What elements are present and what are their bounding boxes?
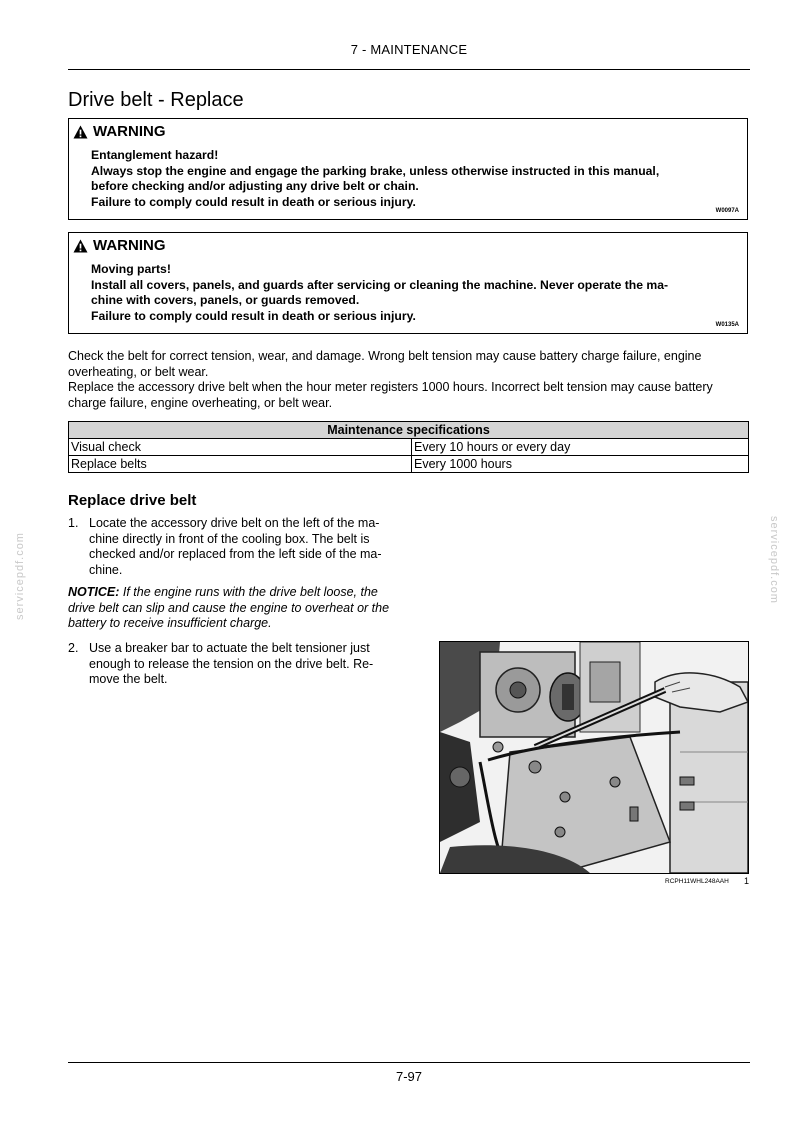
warning-line: Entanglement hazard! — [91, 148, 219, 162]
warning-line: Failure to comply could result in death or serious injury. — [91, 194, 416, 209]
warning-line: before checking and/or adjusting any drive belt or chain. — [91, 179, 419, 193]
warning-heading — [73, 237, 166, 254]
table-row — [69, 439, 749, 456]
step-text — [89, 516, 410, 578]
warning-code: W0097A — [715, 208, 739, 214]
warning-box-entanglement — [68, 118, 748, 220]
watermark-right: servicepdf.com — [768, 516, 780, 604]
watermark-left: servicepdf.com — [14, 532, 26, 620]
warning-heading-text: WARNING — [93, 123, 166, 140]
footer-rule — [68, 1062, 750, 1063]
step-line: Locate the accessory drive belt on the left of the ma- — [89, 516, 380, 530]
step-number: 1. — [68, 516, 79, 530]
table-cell: Every 10 hours or every day — [412, 439, 749, 456]
warning-line: Moving parts! — [91, 262, 171, 276]
step-line: enough to release the tension on the drive belt. Re- — [89, 656, 374, 671]
intro-line: charge failure, engine overheating, or belt wear. — [68, 395, 333, 410]
warning-line: Always stop the engine and engage the parking brake, unless otherwise instructed in this manual, — [91, 163, 660, 178]
running-header: 7 - MAINTENANCE — [350, 42, 468, 57]
table-cell: Visual check — [69, 439, 412, 456]
warning-box-moving-parts — [68, 232, 748, 334]
intro-line: overheating, or belt wear. — [68, 364, 209, 379]
engine-belt-illustration — [440, 642, 748, 873]
warning-text — [91, 262, 727, 324]
warning-triangle-icon — [73, 239, 88, 253]
table-header: Maintenance specifications — [69, 422, 749, 439]
warning-line: Install all covers, panels, and guards after servicing or cleaning the machine. Never operate the ma- — [91, 277, 669, 292]
warning-line: Failure to comply could result in death or serious injury. — [91, 308, 416, 323]
page-title: Drive belt - Replace — [68, 89, 244, 111]
section-title: Replace drive belt — [68, 492, 197, 509]
procedure-step — [68, 641, 410, 688]
table-row — [69, 456, 749, 473]
step-line: chine. — [89, 562, 123, 577]
notice-label: NOTICE: — [68, 585, 120, 599]
notice-line: If the engine runs with the drive belt loose, the — [119, 585, 378, 599]
step-line: chine directly in front of the cooling box. The belt is — [89, 531, 370, 546]
warning-text — [91, 148, 727, 210]
table-cell: Every 1000 hours — [412, 456, 749, 473]
step-line: move the belt. — [89, 672, 168, 686]
notice-paragraph — [68, 585, 410, 632]
notice-line: battery to receive insufficient charge. — [68, 616, 272, 630]
figure-code: RCPH11WHL248AAH — [665, 878, 729, 885]
intro-paragraph — [68, 349, 750, 411]
engine-belt-photo — [439, 641, 749, 874]
warning-line: chine with covers, panels, or guards removed. — [91, 293, 360, 307]
step-number: 2. — [68, 641, 79, 655]
step-line: checked and/or replaced from the left side of the ma- — [89, 547, 382, 561]
procedure-step — [68, 516, 410, 578]
page-number: 7-97 — [395, 1069, 423, 1084]
warning-triangle-icon — [73, 125, 88, 139]
header-rule — [68, 69, 750, 70]
warning-heading — [73, 123, 166, 140]
step-line: Use a breaker bar to actuate the belt tensioner just — [89, 641, 370, 655]
warning-code: W0135A — [715, 322, 739, 328]
intro-line: Replace the accessory drive belt when the hour meter registers 1000 hours. Incorrect belt tension may cause battery — [68, 380, 713, 394]
warning-heading-text: WARNING — [93, 237, 166, 254]
table-cell: Replace belts — [69, 456, 412, 473]
intro-line: Check the belt for correct tension, wear, and damage. Wrong belt tension may cause battery charge failure, engine — [68, 349, 702, 363]
figure-number: 1 — [744, 876, 750, 886]
maintenance-spec-table — [68, 421, 749, 473]
step-text — [89, 641, 410, 688]
notice-line: drive belt can slip and cause the engine to overheat or the — [68, 600, 390, 615]
